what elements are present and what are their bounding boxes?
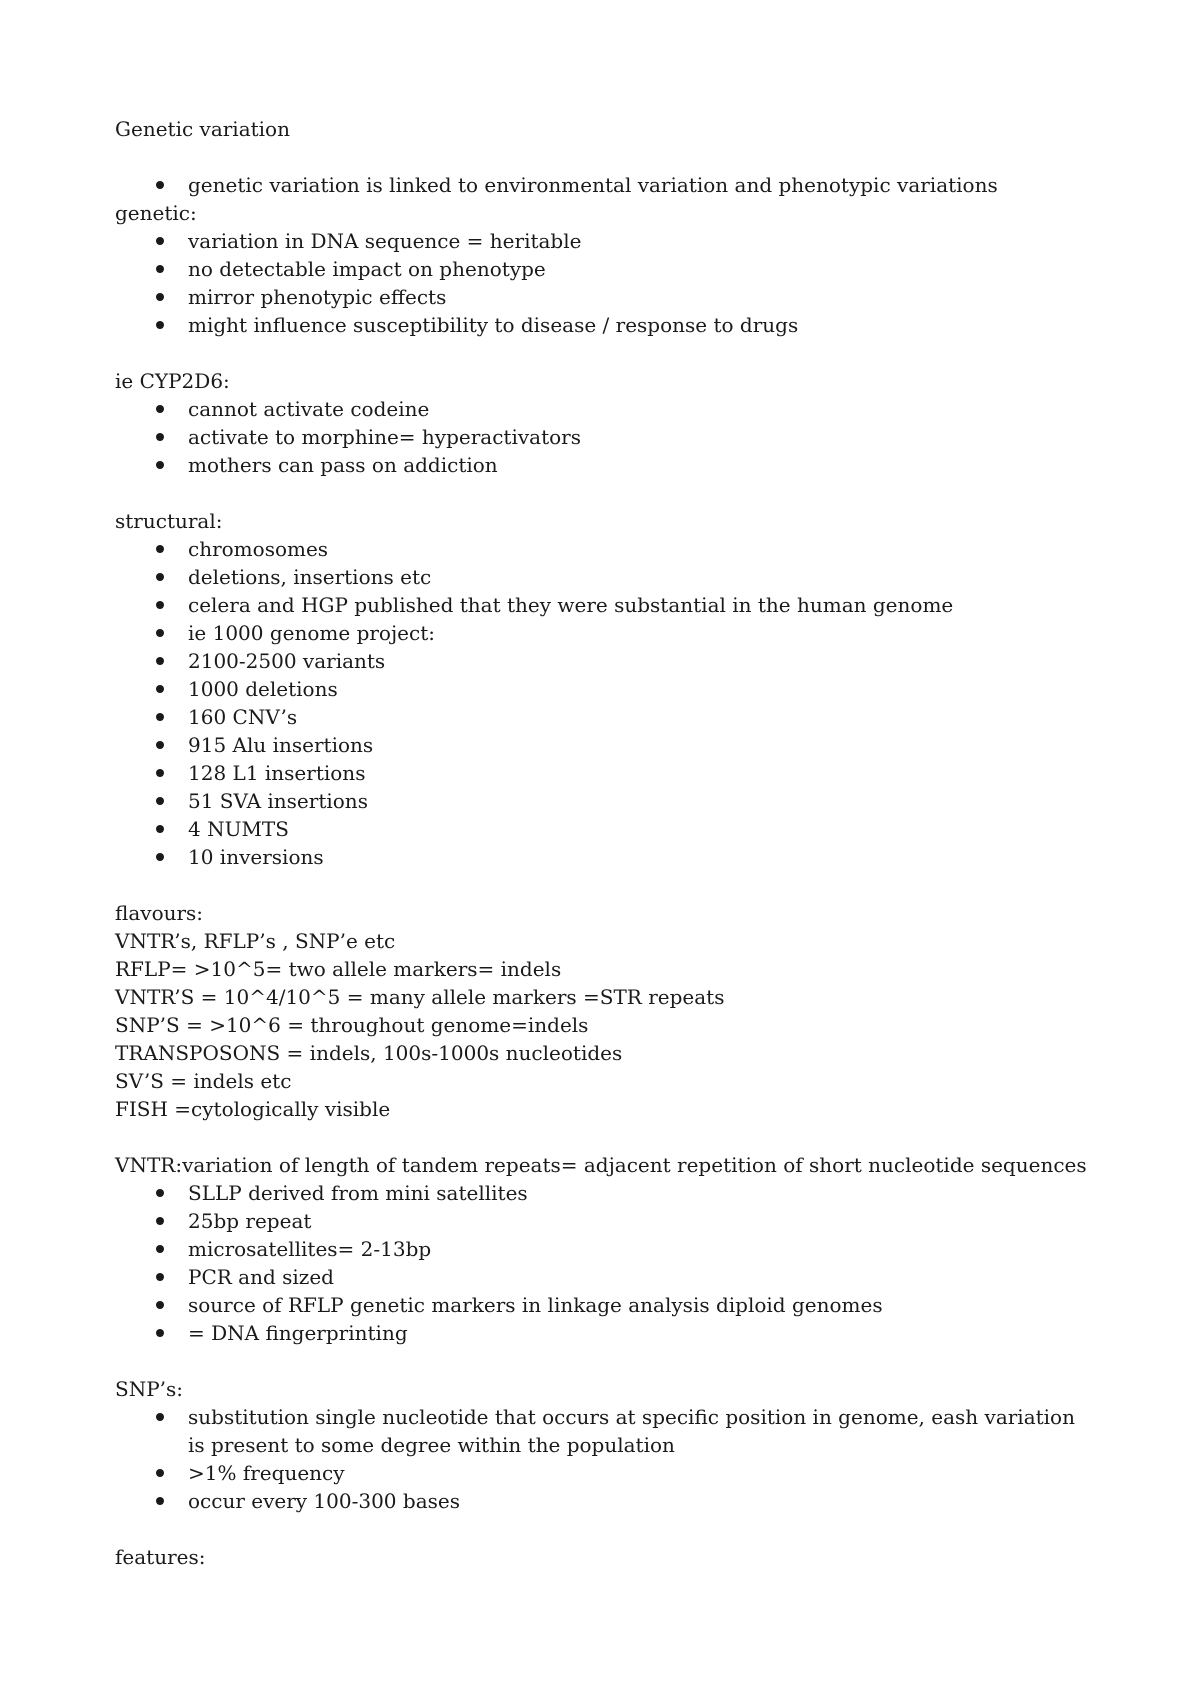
list-item: 25bp repeat [115,1207,1075,1235]
section-heading-structural: structural: [115,509,223,533]
flavours-line: VNTR’s, RFLP’s , SNP’e etc [115,929,396,953]
section-heading-snps: SNP’s: [115,1377,184,1401]
list-item: source of RFLP genetic markers in linkage analysis diploid genomes [115,1291,1075,1319]
spacer [115,871,1075,899]
list-item: 128 L1 insertions [115,759,1075,787]
list-item: SLLP derived from mini satellites [115,1179,1075,1207]
list-item: mirror phenotypic effects [115,283,1075,311]
vntr-list [115,1179,1075,1347]
cyp2d6-list [115,395,1075,479]
spacer [115,479,1075,507]
document-content [115,115,1087,1571]
bullet-icon [156,1245,164,1253]
spacer [115,339,1075,367]
section-heading-features: features: [115,1545,206,1569]
list-item: PCR and sized [115,1263,1075,1291]
bullet-icon [156,769,164,777]
list-item: 51 SVA insertions [115,787,1075,815]
list-item: 915 Alu insertions [115,731,1075,759]
flavours-line: flavours: [115,901,204,925]
document-title: Genetic variation [115,117,290,141]
bullet-icon [156,461,164,469]
bullet-icon [156,825,164,833]
list-item: 2100-2500 variants [115,647,1075,675]
list-item: variation in DNA sequence = heritable [115,227,1075,255]
bullet-icon [156,293,164,301]
bullet-icon [156,433,164,441]
bullet-icon [156,741,164,749]
flavours-line: SNP’S = >10^6 = throughout genome=indels [115,1013,589,1037]
bullet-icon [156,1469,164,1477]
spacer [115,1123,1075,1151]
bullet-icon [156,1497,164,1505]
bullet-icon [156,545,164,553]
list-item: cannot activate codeine [115,395,1075,423]
spacer [115,1347,1075,1375]
bullet-icon [156,573,164,581]
section-heading-vntr: VNTR:variation of length of tandem repeats= adjacent repetition of short nucleotide sequences [115,1153,1087,1177]
flavours-line: TRANSPOSONS = indels, 100s-1000s nucleotides [115,1041,623,1065]
list-item: 10 inversions [115,843,1075,871]
bullet-icon [156,1329,164,1337]
bullet-icon [156,265,164,273]
bullet-icon [156,1217,164,1225]
list-item: >1% frequency [115,1459,1075,1487]
section-heading-cyp2d6: ie CYP2D6: [115,369,230,393]
list-item: deletions, insertions etc [115,563,1075,591]
bullet-icon [156,601,164,609]
bullet-icon [156,1301,164,1309]
bullet-icon [156,629,164,637]
bullet-icon [156,405,164,413]
list-item: occur every 100-300 bases [115,1487,1075,1515]
list-item: activate to morphine= hyperactivators [115,423,1075,451]
flavours-line: FISH =cytologically visible [115,1097,391,1121]
bullet-icon [156,237,164,245]
list-item: 160 CNV’s [115,703,1075,731]
section-heading-genetic: genetic: [115,201,197,225]
intro-list [115,171,1075,199]
genetic-list [115,227,1075,339]
bullet-icon [156,321,164,329]
list-item: ie 1000 genome project: [115,619,1075,647]
bullet-icon [156,797,164,805]
structural-list [115,535,1075,871]
list-item: chromosomes [115,535,1075,563]
list-item: celera and HGP published that they were substantial in the human genome [115,591,1075,619]
snps-list [115,1403,1075,1515]
bullet-icon [156,1273,164,1281]
list-item: substitution single nucleotide that occurs at specific position in genome, eash variation is present to some degree within the population [115,1403,1075,1459]
list-item: 1000 deletions [115,675,1075,703]
flavours-line: VNTR’S = 10^4/10^5 = many allele markers =STR repeats [115,985,725,1009]
list-item: genetic variation is linked to environmental variation and phenotypic variations [115,171,1075,199]
list-item: might influence susceptibility to disease / response to drugs [115,311,1075,339]
list-item: no detectable impact on phenotype [115,255,1075,283]
bullet-icon [156,853,164,861]
bullet-icon [156,713,164,721]
bullet-icon [156,181,164,189]
bullet-icon [156,657,164,665]
bullet-icon [156,1189,164,1197]
spacer [115,143,1075,171]
list-item: mothers can pass on addiction [115,451,1075,479]
flavours-line: RFLP= >10^5= two allele markers= indels [115,957,562,981]
list-item: microsatellites= 2-13bp [115,1235,1075,1263]
flavours-line: SV’S = indels etc [115,1069,292,1093]
list-item: = DNA fingerprinting [115,1319,1075,1347]
spacer [115,1515,1075,1543]
bullet-icon [156,685,164,693]
bullet-icon [156,1413,164,1421]
list-item: 4 NUMTS [115,815,1075,843]
